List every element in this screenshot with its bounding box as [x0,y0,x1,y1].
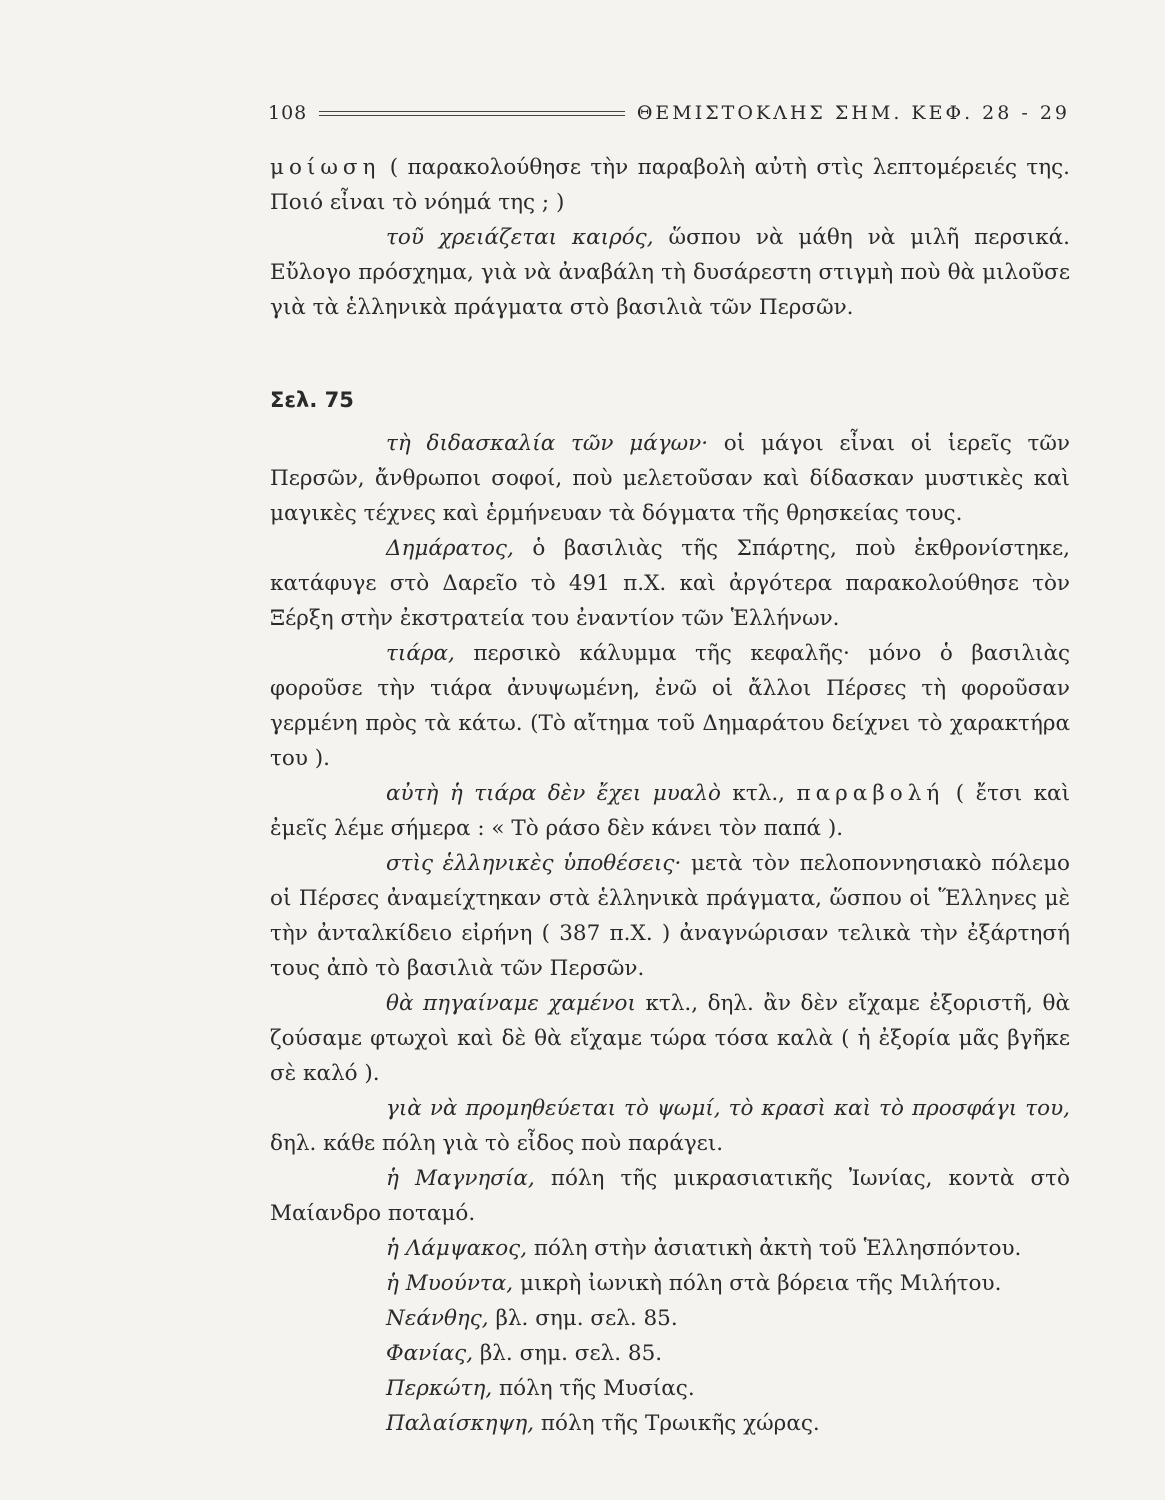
note-term: τοῦ χρειάζεται καιρός, [386,225,654,250]
section-heading: Σελ. 75 [270,388,354,412]
note-term: στὶς ἑλληνικὲς ὑποθέσεις· [386,851,682,876]
running-header [268,98,1070,128]
intro-text: ( παρακολούθησε τὴν παραβολὴ αὐτὴ στὶς λεπτομέρειές της. Ποιό εἶναι τὸ νόημά της ; ) [270,155,1070,215]
note-term: τιάρα, [386,641,455,666]
header-rule [319,111,625,116]
note-paragraph [270,1301,1070,1336]
note-paragraph [270,220,1070,325]
note-text: κτλ., δηλ. ἂν δὲν εἴχαμε ἐξοριστῆ, θὰ ζούσαμε φτωχοὶ καὶ δὲ θὰ εἴχαμε τώρα τόσα καλὰ ( ἡ ἐξορία μᾶς βγῆκε σὲ καλό ). [270,991,1070,1086]
note-text: δηλ. κάθε πόλη γιὰ τὸ εἶδος ποὺ παράγει. [270,1131,724,1156]
note-term: ἡ Λάμψακος, [386,1236,528,1261]
note-term: Περκώτη, [386,1376,493,1401]
note-text: πόλη τῆς Μυσίας. [492,1376,695,1401]
note-paragraph [270,1091,1070,1161]
note-text: μετὰ τὸν πελοποννησιακὸ πόλεμο οἱ Πέρσες ἀναμείχτηκαν στὰ ἑλληνικὰ πράγματα, ὥσπου οἱ Ἕλληνες μὲ τὴν ἀνταλκίδειο εἰρήνη ( 387 π.Χ. ) ἀναγνώρισαν τελικὰ τὴν ἐξάρτησή τους ἀπὸ τὸ βασιλιὰ τῶν Περσῶν. [270,851,1070,981]
note-text: πόλη τῆς Τρωικῆς χώρας. [534,1411,820,1436]
note-term: Παλαίσκηψη, [386,1411,535,1436]
spaced-word: παραβολή [796,781,945,806]
note-paragraph [270,636,1070,776]
note-paragraph [270,986,1070,1091]
note-term: θὰ πηγαίναμε χαμένοι [386,991,636,1016]
note-paragraph [270,1231,1070,1266]
page-body [270,150,1070,1441]
note-paragraph [270,1371,1070,1406]
note-paragraph [270,1161,1070,1231]
note-paragraph [270,846,1070,986]
note-term: Φανίας, [386,1341,474,1366]
intro-paragraph [270,150,1070,220]
note-paragraph [270,1406,1070,1441]
running-title: ΘΕΜΙΣΤΟΚΛΗΣ ΣΗΜ. ΚΕΦ. 28 - 29 [636,102,1070,124]
note-text: περσικὸ κάλυμμα τῆς κεφαλῆς· μόνο ὁ βασιλιὰς φοροῦσε τὴν τιάρα ἀνυψωμένη, ἐνῶ οἱ ἄλλοι Πέρσες τὴ φοροῦσαν γερμένη πρὸς τὰ κάτω. (Τὸ αἴτημα τοῦ Δημαράτου δείχνει τὸ χαρακτήρα του ). [270,641,1070,771]
note-text: πόλη τῆς μικρασιατικῆς Ἰωνίας, κοντὰ στὸ Μαίανδρο ποταμό. [270,1166,1070,1226]
note-term: αὐτὴ ἡ τιάρα δὲν ἔχει μυαλὸ [386,781,721,806]
note-text: οἱ μάγοι εἶναι οἱ ἱερεῖς τῶν Περσῶν, ἄνθρωποι σοφοί, ποὺ μελετοῦσαν καὶ δίδασκαν μυστικὲς καὶ μαγικὲς τέχνες καὶ ἑρμήνευαν τὰ δόγματα τῆς θρησκείας τους. [270,431,1070,526]
page-number: 108 [268,102,308,124]
note-text: μικρὴ ἰωνικὴ πόλη στὰ βόρεια τῆς Μιλήτου. [513,1271,1002,1296]
note-text: ( ἔτσι καὶ ἐμεῖς λέμε σήμερα : « Τὸ ράσο δὲν κάνει τὸν παπά ). [270,781,1070,841]
spaced-word: μοίωση [270,155,381,180]
note-paragraph [270,531,1070,636]
note-paragraph [270,776,1070,846]
note-text: ὁ βασιλιὰς τῆς Σπάρτης, ποὺ ἐκθρονίστηκε, κατάφυγε στὸ Δαρεῖο τὸ 491 π.Χ. καὶ ἀργότερα παρακολούθησε τὸν Ξέρξη στὴν ἐκστρατεία του ἐναντίον τῶν Ἑλλήνων. [270,536,1070,631]
note-term: Δημάρατος, [386,536,514,561]
note-paragraph [270,1266,1070,1301]
note-term: ἡ Μυούντα, [386,1271,514,1296]
note-text: πόλη στὴν ἀσιατικὴ ἀκτὴ τοῦ Ἑλλησπόντου. [527,1236,1022,1261]
note-text: ὥσπου νὰ μάθη νὰ μιλῆ περσικά. Εὔλογο πρόσχημα, γιὰ νὰ ἀναβάλη τὴ δυσάρεστη στιγμὴ ποὺ θὰ μιλοῦσε γιὰ τὰ ἑλληνικὰ πράγματα στὸ βασιλιὰ τῶν Περσῶν. [270,225,1070,320]
note-text: βλ. σημ. σελ. 85. [473,1341,663,1366]
note-paragraph [270,426,1070,531]
note-term: τὴ διδασκαλία τῶν μάγων· [386,431,709,456]
note-text: κτλ., [720,781,797,806]
note-term: γιὰ νὰ προμηθεύεται τὸ ψωμί, τὸ κρασὶ καὶ τὸ προσφάγι του, [386,1096,1070,1121]
note-paragraph [270,1336,1070,1371]
note-term: Νεάνθης, [386,1306,489,1331]
note-text: βλ. σημ. σελ. 85. [488,1306,678,1331]
note-term: ἡ Μαγνησία, [386,1166,535,1191]
